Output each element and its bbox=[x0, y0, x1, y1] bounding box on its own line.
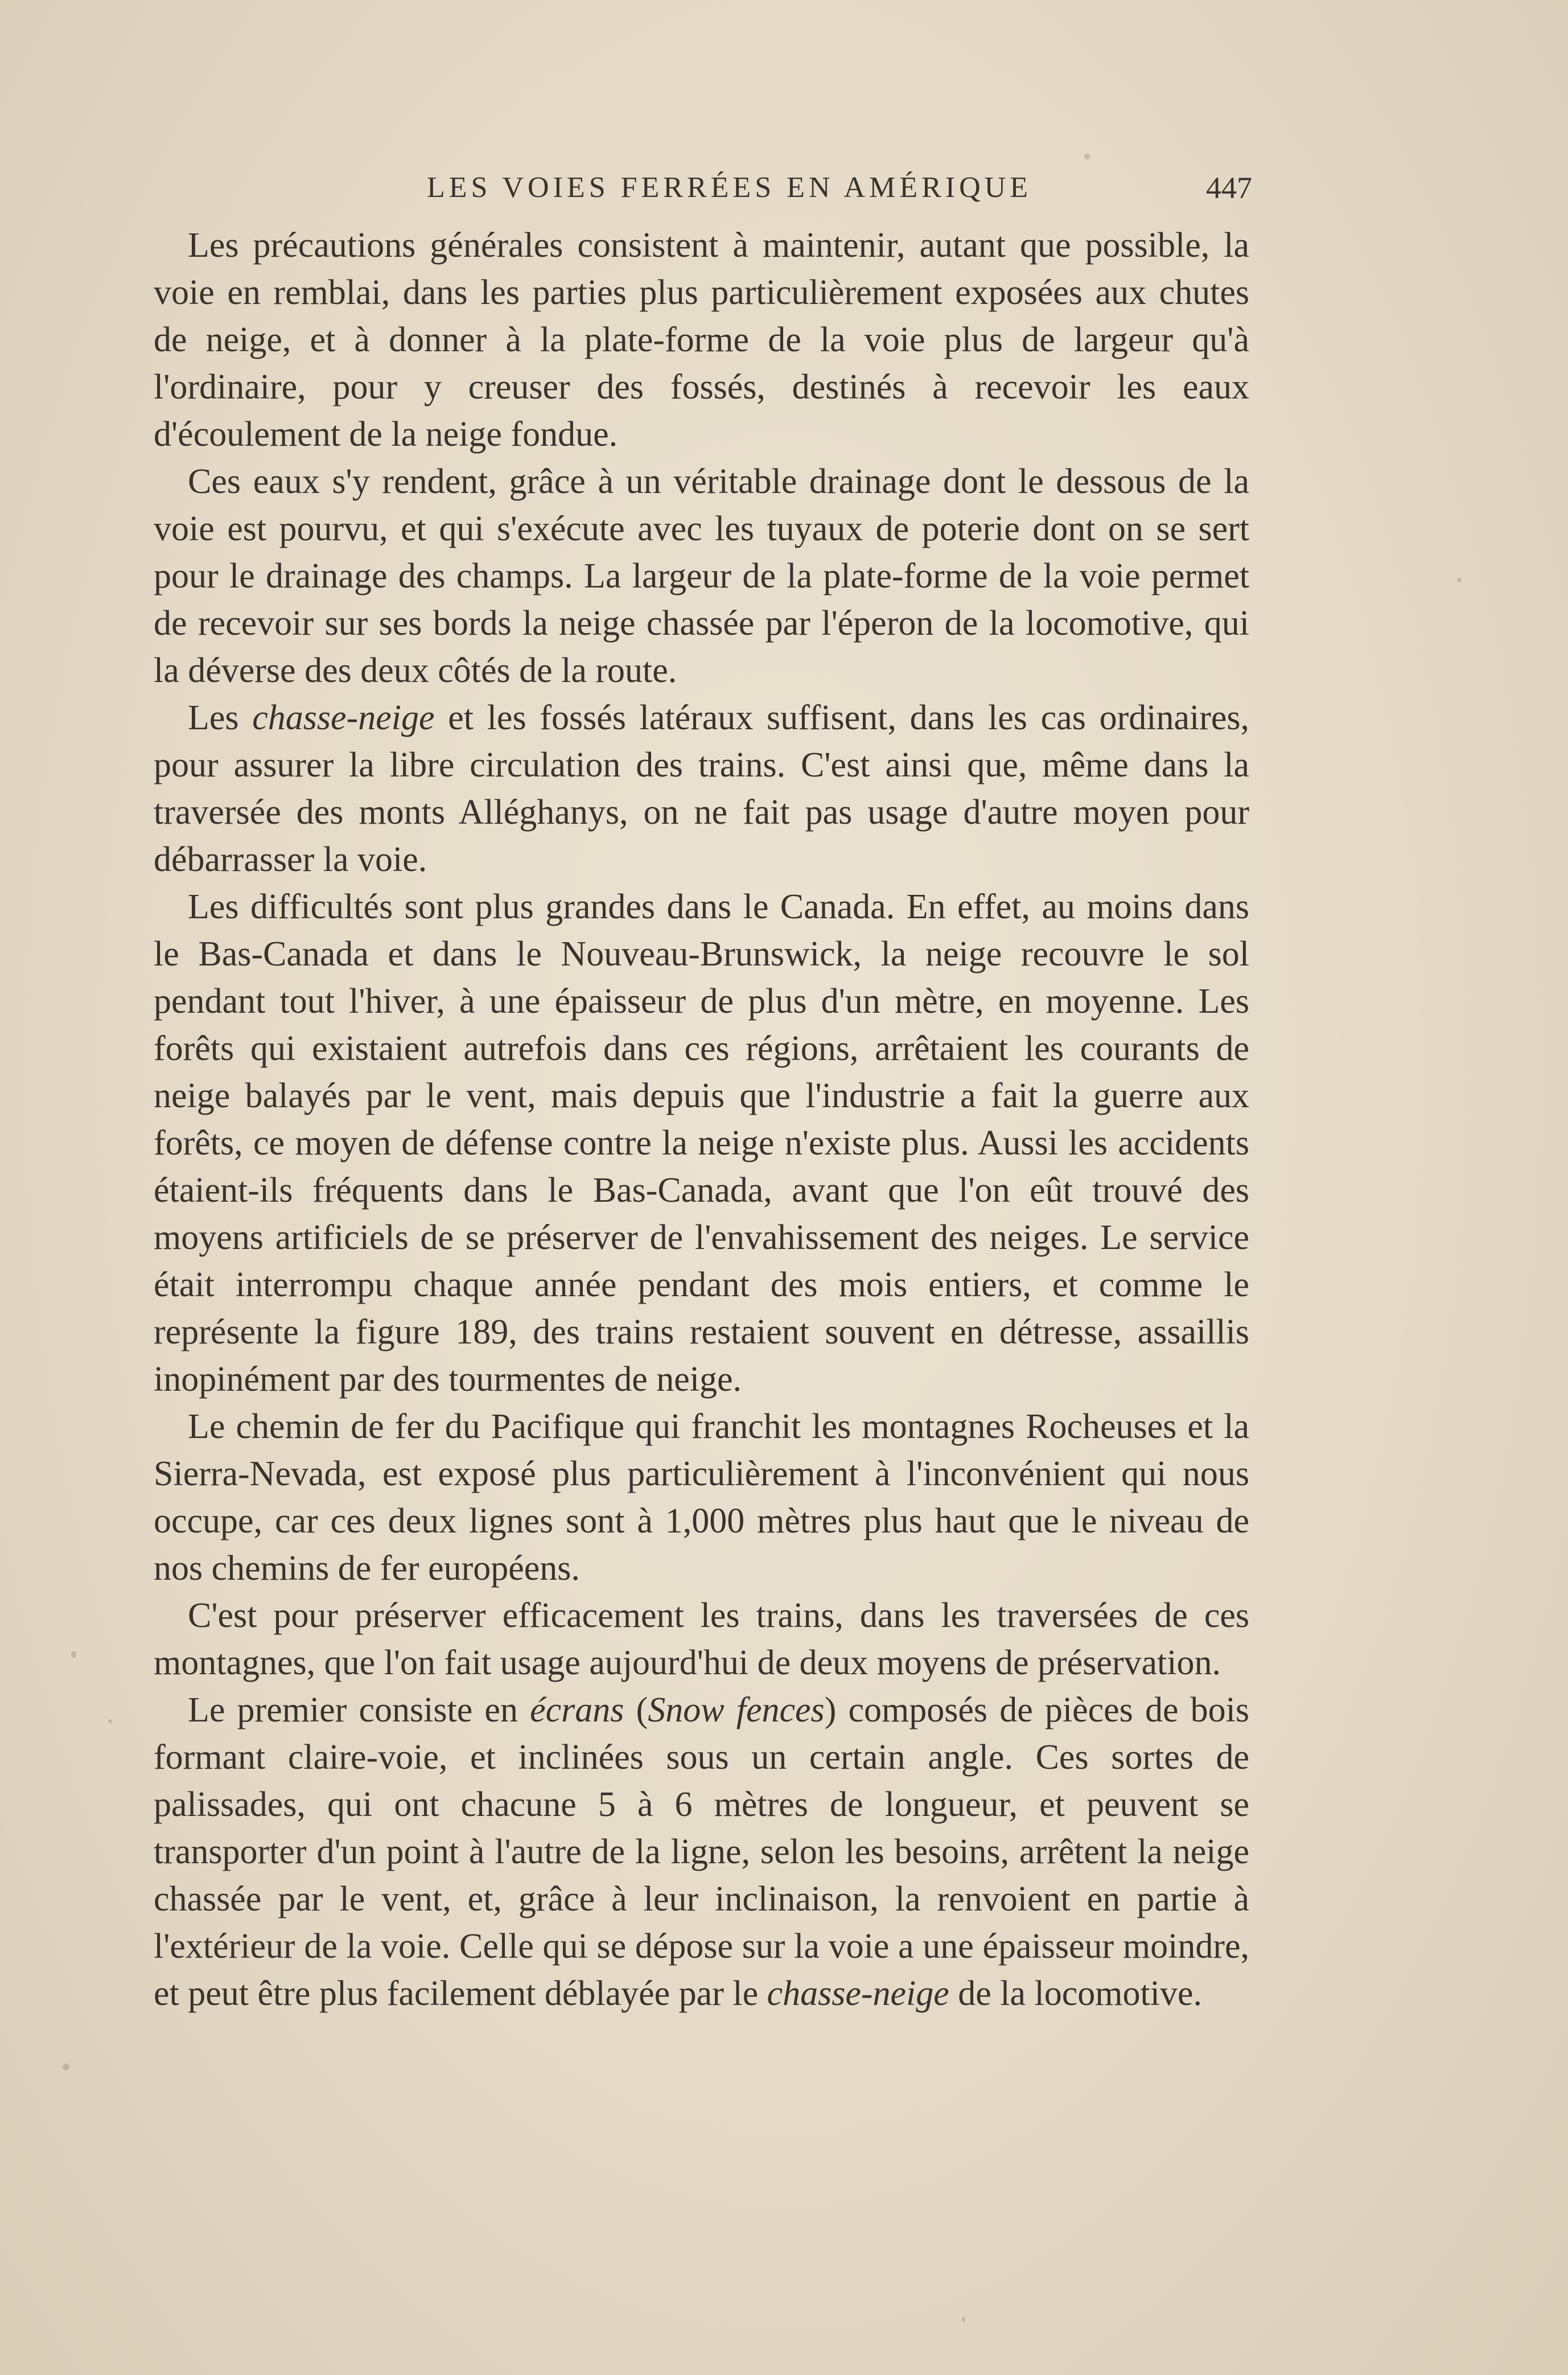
running-head bbox=[154, 165, 1252, 211]
paragraph-7-italic-a: écrans bbox=[530, 1691, 624, 1729]
paragraph-4: Les difficultés sont plus grandes dans le Canada. En effet, au moins dans le Bas-Canada et dans le Nouveau-Brunswick, la neige recouvre le sol pendant tout l'hiver, à une épaisseur de plus d'un mètre, en moyenne. Les forêts qui existaient autrefois dans ces régions, arrêtaient les courants de neige balayés par le vent, mais depuis que l'industrie a fait la guerre aux forêts, ce moyen de défense contre la neige n'existe plus. Aussi les accidents étaient-ils fréquents dans le Bas-Canada, avant que l'on eût trouvé des moyens artificiels de se préserver de l'envahissement des neiges. Le service était interrompu chaque année pendant des mois entiers, et comme le représente la figure 189, des trains restaient souvent en détresse, assaillis inopinément par des tourmentes de neige. bbox=[154, 887, 1249, 1399]
paragraph-3-text-a: Les bbox=[188, 698, 253, 737]
paper-spot bbox=[71, 1651, 76, 1658]
paragraph-7 bbox=[154, 1687, 1249, 2017]
paragraph-5: Le chemin de fer du Pacifique qui franchit les montagnes Rocheuses et la Sierra-Nevada, est exposé plus particulièrement à l'inconvénient qui nous occupe, car ces deux lignes sont à 1,000 mètres plus haut que le niveau de nos chemins de fer européens. bbox=[154, 1407, 1249, 1588]
paper-spot bbox=[1084, 154, 1090, 159]
paper-spot bbox=[63, 2064, 69, 2070]
running-title: LES VOIES FERRÉES EN AMÉRIQUE bbox=[427, 171, 1032, 204]
paragraph-6: C'est pour préserver efficacement les trains, dans les traversées de ces montagnes, que l'on fait usage aujourd'hui de deux moyens de préservation. bbox=[154, 1596, 1249, 1682]
paper-spot bbox=[1457, 578, 1462, 582]
paragraph-7-text-a: Le premier consiste en bbox=[188, 1691, 530, 1729]
paper-spot bbox=[962, 2317, 965, 2322]
paragraph-3-text-b: et les fossés latéraux suffisent, dans les cas ordinaires, pour assurer la libre circulation des trains. C'est ainsi que, même dans la traversée des monts Alléghanys, on ne fait pas usage d'autre moyen pour débarrasser la voie. bbox=[154, 698, 1249, 879]
paragraph-7-text-c: ) composés de pièces de bois formant claire-voie, et inclinées sous un certain angle. Ces sortes de palissades, qui ont chacune 5 à 6 mètres de longueur, et peuvent se transporter d'un point à l'autre de la ligne, selon les besoins, arrêtent la neige chassée par le vent, et, grâce à leur inclinaison, la renvoient en partie à l'extérieur de la voie. Celle qui se dépose sur la voie a une épaisseur moindre, et peut être plus facilement déblayée par le bbox=[154, 1691, 1250, 2013]
paragraph-7-text-b: ( bbox=[624, 1691, 648, 1729]
body-text bbox=[154, 222, 1249, 2017]
page-number: 447 bbox=[1206, 171, 1252, 205]
paragraph-7-text-d: de la locomotive. bbox=[949, 1974, 1202, 2013]
paragraph-2: Ces eaux s'y rendent, grâce à un véritable drainage dont le dessous de la voie est pourvu, et qui s'exécute avec les tuyaux de poterie dont on se sert pour le drainage des champs. La largeur de la plate-forme de la voie permet de recevoir sur ses bords la neige chassée par l'éperon de la locomotive, qui la déverse des deux côtés de la route. bbox=[154, 462, 1249, 690]
paragraph-1: Les précautions générales consistent à maintenir, autant que possible, la voie en remblai, dans les parties plus particulièrement exposées aux chutes de neige, et à donner à la plate-forme de la voie plus de largeur qu'à l'ordinaire, pour y creuser des fossés, destinés à recevoir les eaux d'écoulement de la neige fondue. bbox=[154, 226, 1249, 454]
paragraph-3-italic: chasse-neige bbox=[252, 698, 435, 737]
paragraph-3 bbox=[154, 695, 1249, 884]
paragraph-7-italic-b: Snow fences bbox=[648, 1691, 825, 1729]
paragraph-7-italic-c: chasse-neige bbox=[767, 1974, 949, 2013]
paper-spot bbox=[108, 1719, 112, 1723]
